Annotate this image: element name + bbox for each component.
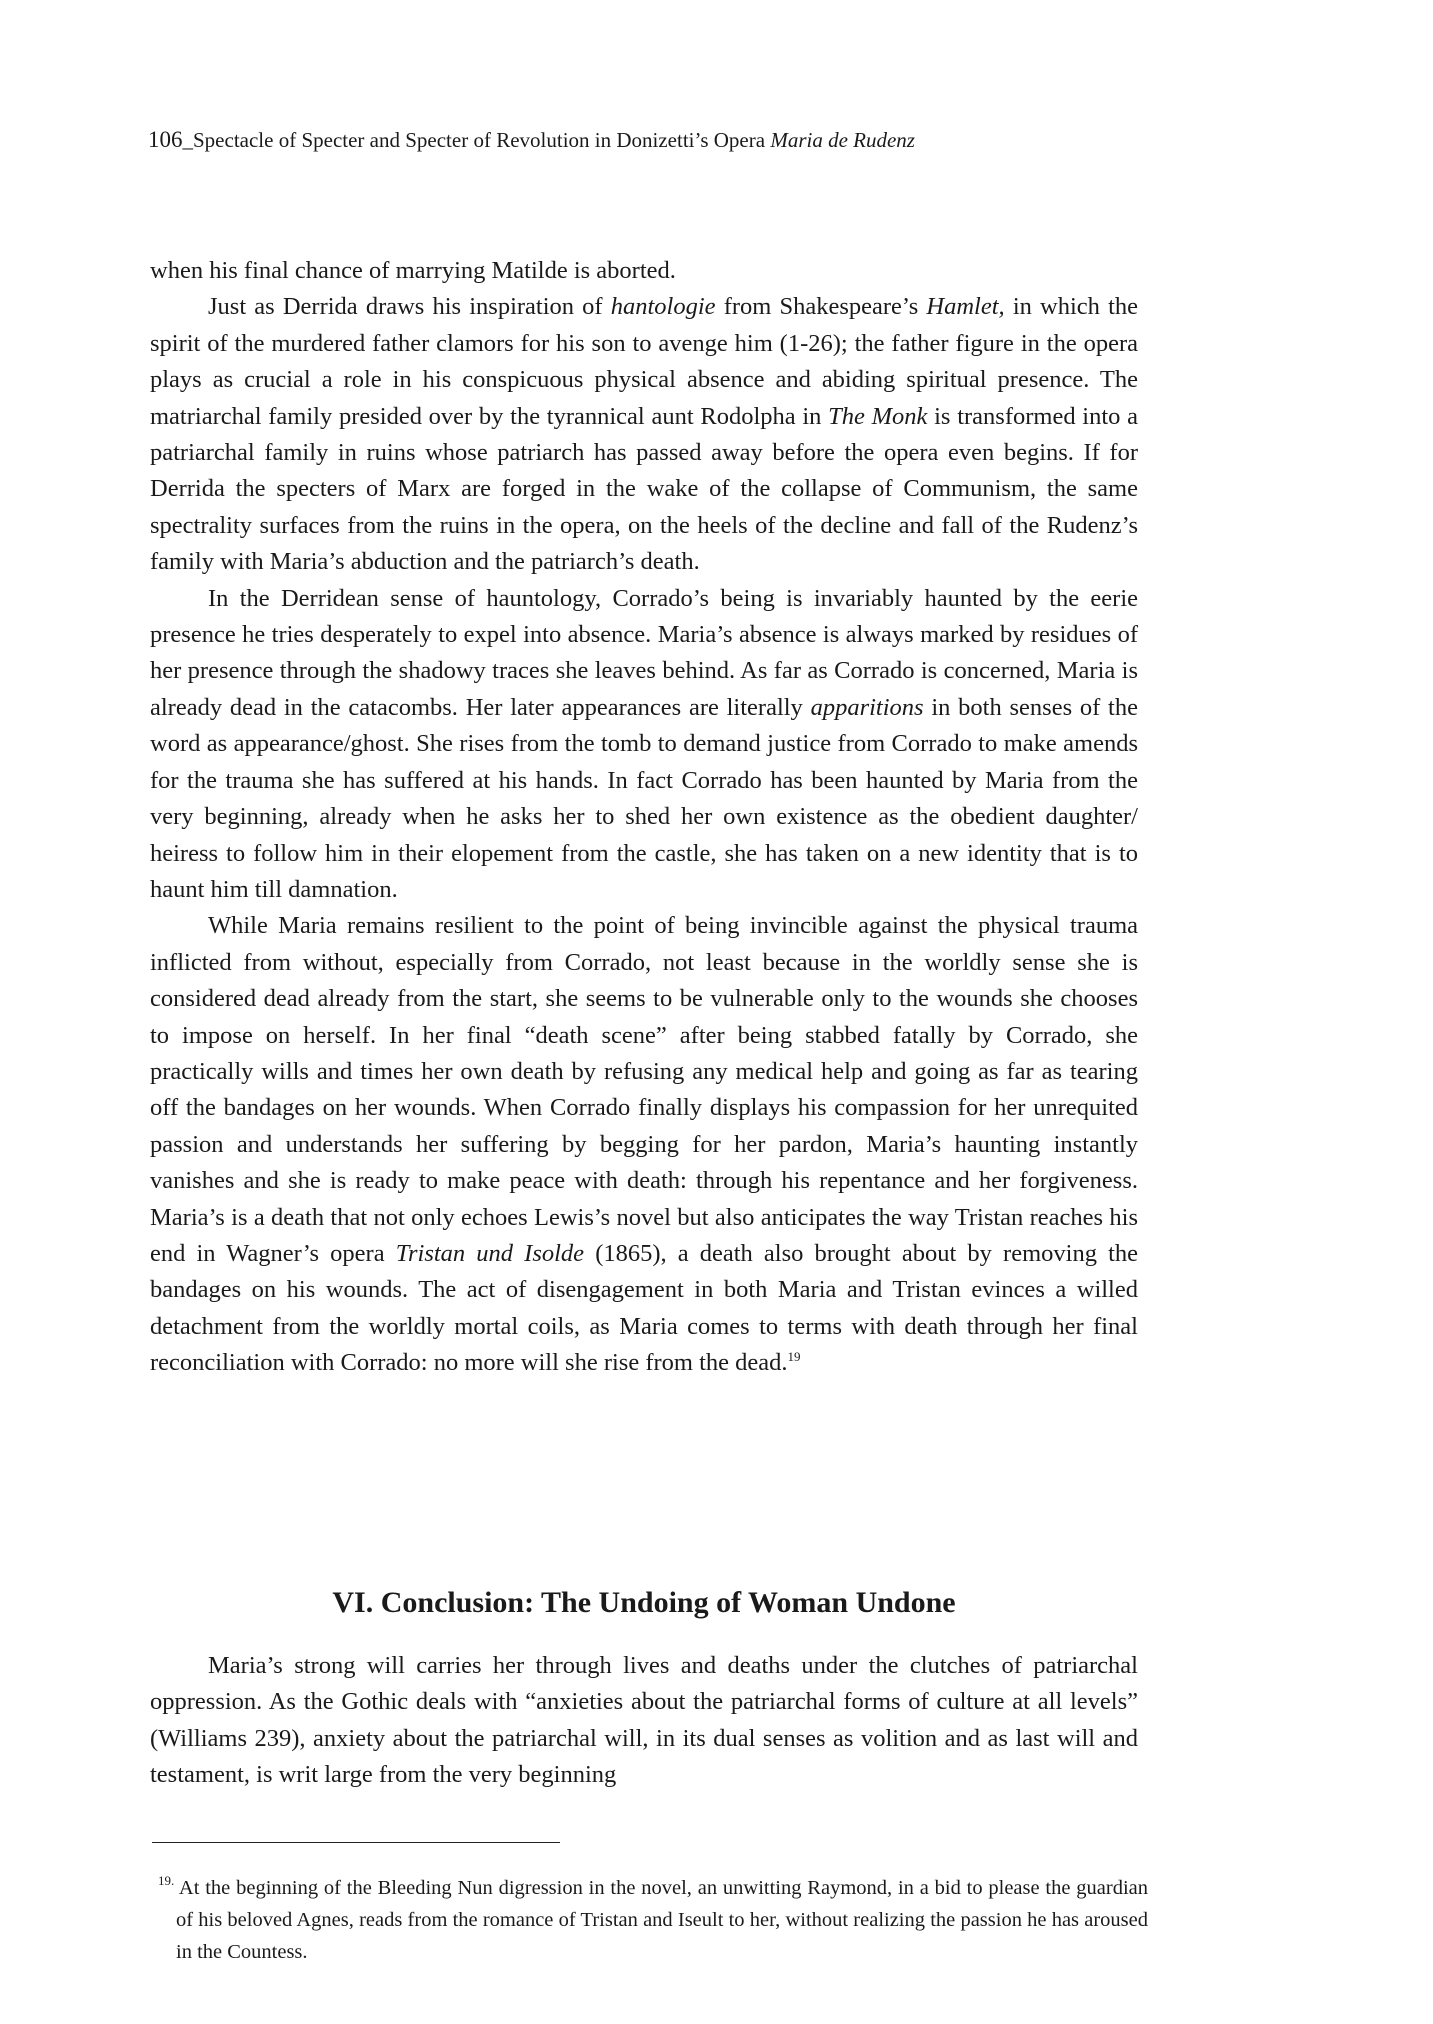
header-title: _Spectacle of Specter and Specter of Revolution in Donizetti’s Opera	[182, 128, 771, 152]
paragraph: Maria’s strong will carries her through lives and deaths under the clutches of patriarchal oppression. As the Gothic deals with “anxieties about the patriarchal forms of culture at all levels” (Williams 239), anxiety about the patriarchal will, in its dual senses as volition and as last will and testament, is writ large from the very beginning	[150, 1652, 1138, 1789]
italic-title: Tristan und Isolde	[395, 1239, 585, 1267]
italic-title: The Monk	[828, 402, 928, 430]
footnote-text: At the beginning of the Bleeding Nun digression in the novel, an unwitting Raymond, in a bid to please the guardian of his beloved Agnes, reads from the romance of Tristan and Iseult to her, without realizing the passion he has aroused in the Countess.	[174, 1877, 1148, 1963]
running-header	[148, 127, 1138, 153]
footnote-divider	[152, 1842, 560, 1843]
body-text	[150, 253, 1138, 1382]
paragraph: While Maria remains resilient to the point of being invincible against the physical trauma inflicted from without, especially from Corrado, not least because in the worldly sense she is considered dead already from the start, she seems to be vulnerable only to the wounds she chooses to impose on herself. In her final “death scene” after being stabbed fatally by Corrado, she practically wills and times her own death by refusing any medical help and going as far as tearing off the bandages on her wounds. When Corrado finally displays his compassion for her unrequited passion and understands her suffering by begging for her pardon, Maria’s haunting instantly vanishes and she is ready to make peace with death: through his repentance and her forgiveness. Maria’s is a death that not only echoes Lewis’s novel but also anticipates the way Tristan reaches his end in Wagner’s opera Tristan und Isolde (1865), a death also brought about by removing the bandages on his wounds. The act of disengagement in both Maria and Tristan evinces a willed detachment from the worldly mortal coils, as Maria comes to terms with death through her final reconciliation with Corrado: no more will she rise from the dead.$^{19}$	[150, 912, 1138, 1377]
footnote	[158, 1865, 1148, 1968]
footnote-reference[interactable]: 19	[787, 1349, 801, 1365]
section-text	[150, 1648, 1138, 1794]
italic-term: hantologie	[610, 293, 716, 321]
paragraph: Just as Derrida draws his inspiration of hantologie from Shakespeare’s Hamlet, in which the spirit of the murdered father clamors for his son to avenge him (1-26); the father figure in the opera plays as crucial a role in his conspicuous physical absence and abiding spiritual presence. The matriarchal family presided over by the tyrannical aunt Rodolpha in The Monk is transformed into a patriarchal family in ruins whose patriarch has passed away before the opera even begins. If for Derrida the specters of Marx are forged in the wake of the collapse of Communism, the same spectrality surfaces from the ruins in the opera, on the heels of the decline and fall of the Rudenz’s family with Maria’s abduction and the patriarch’s death.	[150, 293, 1138, 576]
page-number: 106	[148, 127, 183, 152]
paragraph: In the Derridean sense of hauntology, Corrado’s being is invariably haunted by the eerie presence he tries desperately to expel into absence. Maria’s absence is always marked by residues of her presence through the shadowy traces she leaves behind. As far as Corrado is concerned, Maria is already dead in the catacombs. Her later appearances are literally apparitions in both senses of the word as appearance/ghost. She rises from the tomb to demand justice from Corrado to make amends for the trauma she has suffered at his hands. In fact Corrado has been haunted by Maria from the very beginning, already when he asks her to shed her own existence as the obedient daughter/ heiress to follow him in their elopement from the castle, she has taken on a new identity that is to haunt him till damnation.	[150, 584, 1138, 903]
header-title-italic: Maria de Rudenz	[770, 128, 915, 152]
italic-term: apparitions	[810, 693, 924, 721]
paragraph: when his final chance of marrying Matilde is aborted.	[150, 257, 676, 284]
footnote-mark: 19.	[158, 1873, 175, 1888]
italic-title: Hamlet,	[926, 293, 1005, 321]
section-heading: VI. Conclusion: The Undoing of Woman Undone	[332, 1586, 956, 1619]
